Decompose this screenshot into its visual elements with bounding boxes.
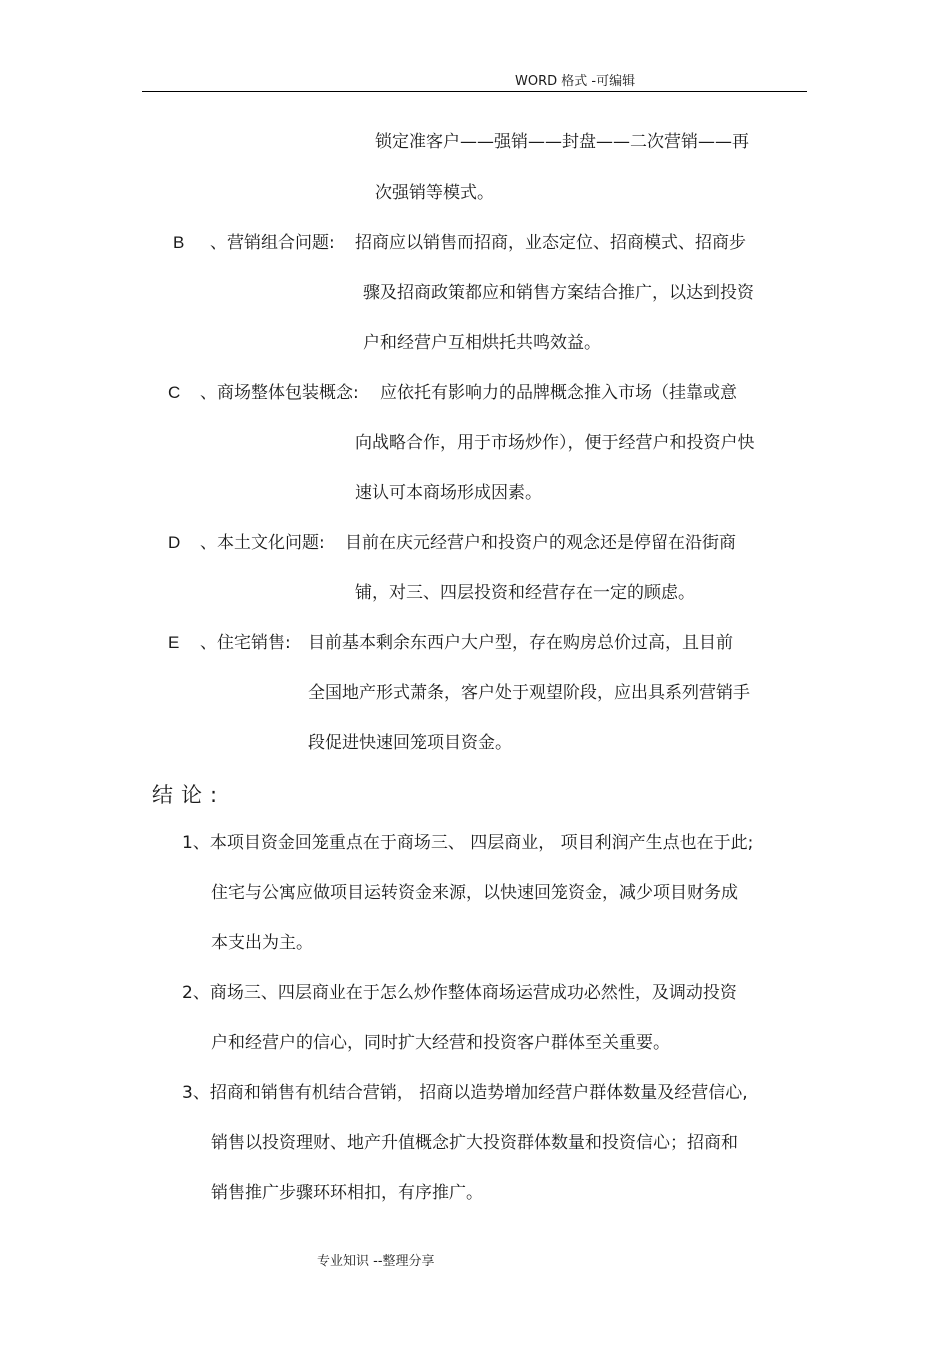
- text-line: 应依托有影响力的品牌概念推入市场（挂靠或意: [380, 383, 737, 403]
- text-line: 销售以投资理财、地产升值概念扩大投资群体数量和投资信心；招商和: [211, 1133, 738, 1153]
- text-line: 1、本项目资金回笼重点在于商场三、 四层商业， 项目利润产生点也在于此;: [182, 833, 754, 853]
- page-header: WORD 格式 -可编辑: [515, 74, 636, 89]
- text-line: 次强销等模式。: [375, 183, 494, 203]
- text-line: 铺，对三、四层投资和经营存在一定的顾虑。: [355, 583, 695, 603]
- text-line: 目前在庆元经营户和投资户的观念还是停留在沿街商: [345, 533, 736, 553]
- text-line: 本支出为主。: [211, 933, 313, 953]
- item-letter: D: [168, 533, 181, 552]
- item-label: 、营销组合问题:: [210, 233, 335, 253]
- text-line: 2、商场三、四层商业在于怎么炒作整体商场运营成功必然性，及调动投资: [182, 983, 737, 1003]
- header-rule: [142, 91, 807, 92]
- text-line: 锁定准客户——强销——封盘——二次营销——再: [375, 132, 749, 152]
- text-line: 骤及招商政策都应和销售方案结合推广，以达到投资: [363, 283, 754, 303]
- item-label: 、本土文化问题:: [200, 533, 325, 553]
- text-line: 销售推广步骤环环相扣，有序推广。: [211, 1183, 483, 1203]
- text-line: 3、招商和销售有机结合营销， 招商以造势增加经营户群体数量及经营信心,: [182, 1083, 748, 1103]
- item-letter: E: [168, 633, 180, 652]
- text-line: 全国地产形式萧条，客户处于观望阶段，应出具系列营销手: [308, 683, 750, 703]
- item-label: 、商场整体包装概念:: [200, 383, 359, 403]
- text-line: 速认可本商场形成因素。: [355, 483, 542, 503]
- text-line: 向战略合作，用于市场炒作），便于经营户和投资户快: [355, 433, 755, 453]
- conclusion-heading: 结论:: [152, 783, 226, 807]
- text-line: 户和经营户的信心，同时扩大经营和投资客户群体至关重要。: [211, 1033, 670, 1053]
- text-line: 户和经营户互相烘托共鸣效益。: [363, 333, 601, 353]
- text-line: 住宅与公寓应做项目运转资金来源，以快速回笼资金，减少项目财务成: [211, 883, 738, 903]
- text-line: 目前基本剩余东西户大户型，存在购房总价过高，且目前: [308, 633, 733, 653]
- text-line: 招商应以销售而招商，业态定位、招商模式、招商步: [355, 233, 746, 253]
- page-footer: 专业知识 --整理分享: [317, 1254, 435, 1269]
- item-letter: B: [173, 233, 185, 252]
- item-letter: C: [168, 383, 181, 402]
- item-label: 、住宅销售:: [200, 633, 291, 653]
- text-line: 段促进快速回笼项目资金。: [308, 733, 512, 753]
